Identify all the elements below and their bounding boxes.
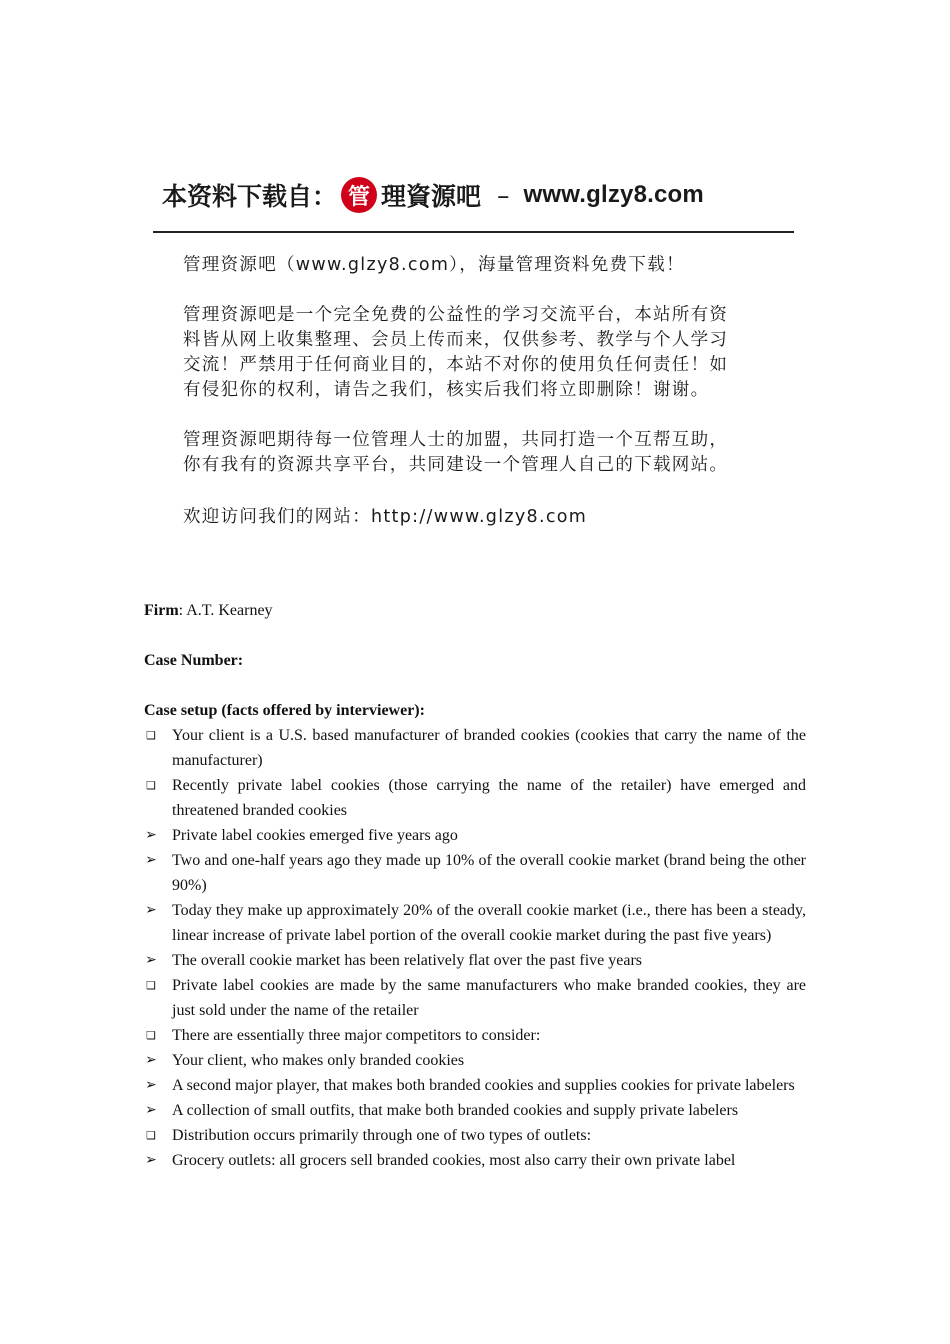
list-item	[144, 723, 806, 773]
square-bullet-icon: ❏	[146, 779, 156, 792]
list-item-text: Your client is a U.S. based manufacturer of branded cookies (cookies that carry the name of the manufacturer)	[172, 727, 806, 769]
list-item-text: Private label cookies are made by the same manufacturers who make branded cookies, they are just sold under the name of the retailer	[172, 977, 806, 1019]
banner-dash: –	[497, 180, 510, 210]
banner-divider	[153, 231, 794, 233]
square-bullet-icon: ❏	[146, 1129, 156, 1142]
case-number-field	[144, 648, 806, 673]
case-setup-heading: Case setup (facts offered by interviewer):	[144, 702, 425, 719]
arrow-bullet-icon: ➢	[145, 1102, 157, 1118]
list-item	[144, 773, 806, 823]
firm-field	[144, 598, 806, 623]
banner-prefix: 本资料下载自：	[162, 182, 338, 211]
list-item	[144, 898, 806, 948]
list-item-text: Your client, who makes only branded cookies	[172, 1052, 465, 1069]
list-item	[144, 1123, 806, 1148]
arrow-bullet-icon: ➢	[145, 852, 157, 868]
list-item-text: Recently private label cookies (those carrying the name of the retailer) have emerged and threatened branded cookies	[172, 777, 806, 819]
square-bullet-icon: ❏	[146, 979, 156, 992]
glzy8-logo-icon: 管	[341, 177, 377, 213]
notice-paragraph-invitation: 管理资源吧期待每一位管理人士的加盟，共同打造一个互帮互助， 你有我有的资源共享平台，共同建设一个管理人自己的下载网站。	[183, 430, 729, 475]
case-number-label: Case Number:	[144, 652, 244, 669]
list-item-text: Today they make up approximately 20% of the overall cookie market (i.e., there has been a steady, linear increase of private label portion of the overall cookie market during the past five years)	[172, 902, 806, 944]
square-bullet-icon: ❏	[146, 729, 156, 742]
list-item	[144, 823, 806, 848]
list-item	[144, 1098, 806, 1123]
arrow-bullet-icon: ➢	[145, 1052, 157, 1068]
case-facts-list	[144, 723, 806, 1173]
arrow-bullet-icon: ➢	[145, 827, 157, 843]
list-item-text: A second major player, that makes both branded cookies and supplies cookies for private labelers	[172, 1077, 795, 1094]
notice-paragraph-disclaimer: 管理资源吧是一个完全免费的公益性的学习交流平台，本站所有资 料皆从网上收集整理、会员上传而来，仅供参考、教学与个人学习 交流！严禁用于任何商业目的，本站不对你的使用负任何责任！如 有侵犯你的权利，请告之我们，核实后我们将立即删除！谢谢。	[183, 305, 729, 400]
list-item	[144, 948, 806, 973]
list-item-text: Two and one-half years ago they made up 10% of the overall cookie market (brand being the other 90%)	[172, 852, 806, 894]
list-item-text: Private label cookies emerged five years ago	[172, 827, 458, 844]
list-item	[144, 1048, 806, 1073]
arrow-bullet-icon: ➢	[145, 1152, 157, 1168]
download-source-banner	[162, 172, 802, 218]
list-item	[144, 973, 806, 1023]
square-bullet-icon: ❏	[146, 1029, 156, 1042]
list-item-text: The overall cookie market has been relatively flat over the past five years	[172, 952, 643, 969]
list-item-text: Distribution occurs primarily through one of two types of outlets:	[172, 1127, 592, 1144]
list-item	[144, 848, 806, 898]
banner-site-name: 理資源吧	[381, 182, 482, 211]
notice-visit-link: 欢迎访问我们的网站：http://www.glzy8.com	[183, 507, 588, 527]
list-item-text: A collection of small outfits, that make both branded cookies and supply private labelers	[172, 1102, 739, 1119]
arrow-bullet-icon: ➢	[145, 1077, 157, 1093]
list-item	[144, 1023, 806, 1048]
case-document	[144, 598, 806, 1173]
firm-value: : A.T. Kearney	[178, 602, 273, 619]
firm-label: Firm	[144, 602, 179, 619]
list-item-text: There are essentially three major competitors to consider:	[172, 1027, 541, 1044]
arrow-bullet-icon: ➢	[145, 952, 157, 968]
list-item	[144, 1073, 806, 1098]
list-item	[144, 1148, 806, 1173]
list-item-text: Grocery outlets: all grocers sell branded cookies, most also carry their own private label	[172, 1152, 736, 1169]
banner-url: www.glzy8.com	[523, 181, 704, 208]
notice-line-1: 管理资源吧（www.glzy8.com），海量管理资料免费下载！	[183, 255, 685, 275]
arrow-bullet-icon: ➢	[145, 902, 157, 918]
